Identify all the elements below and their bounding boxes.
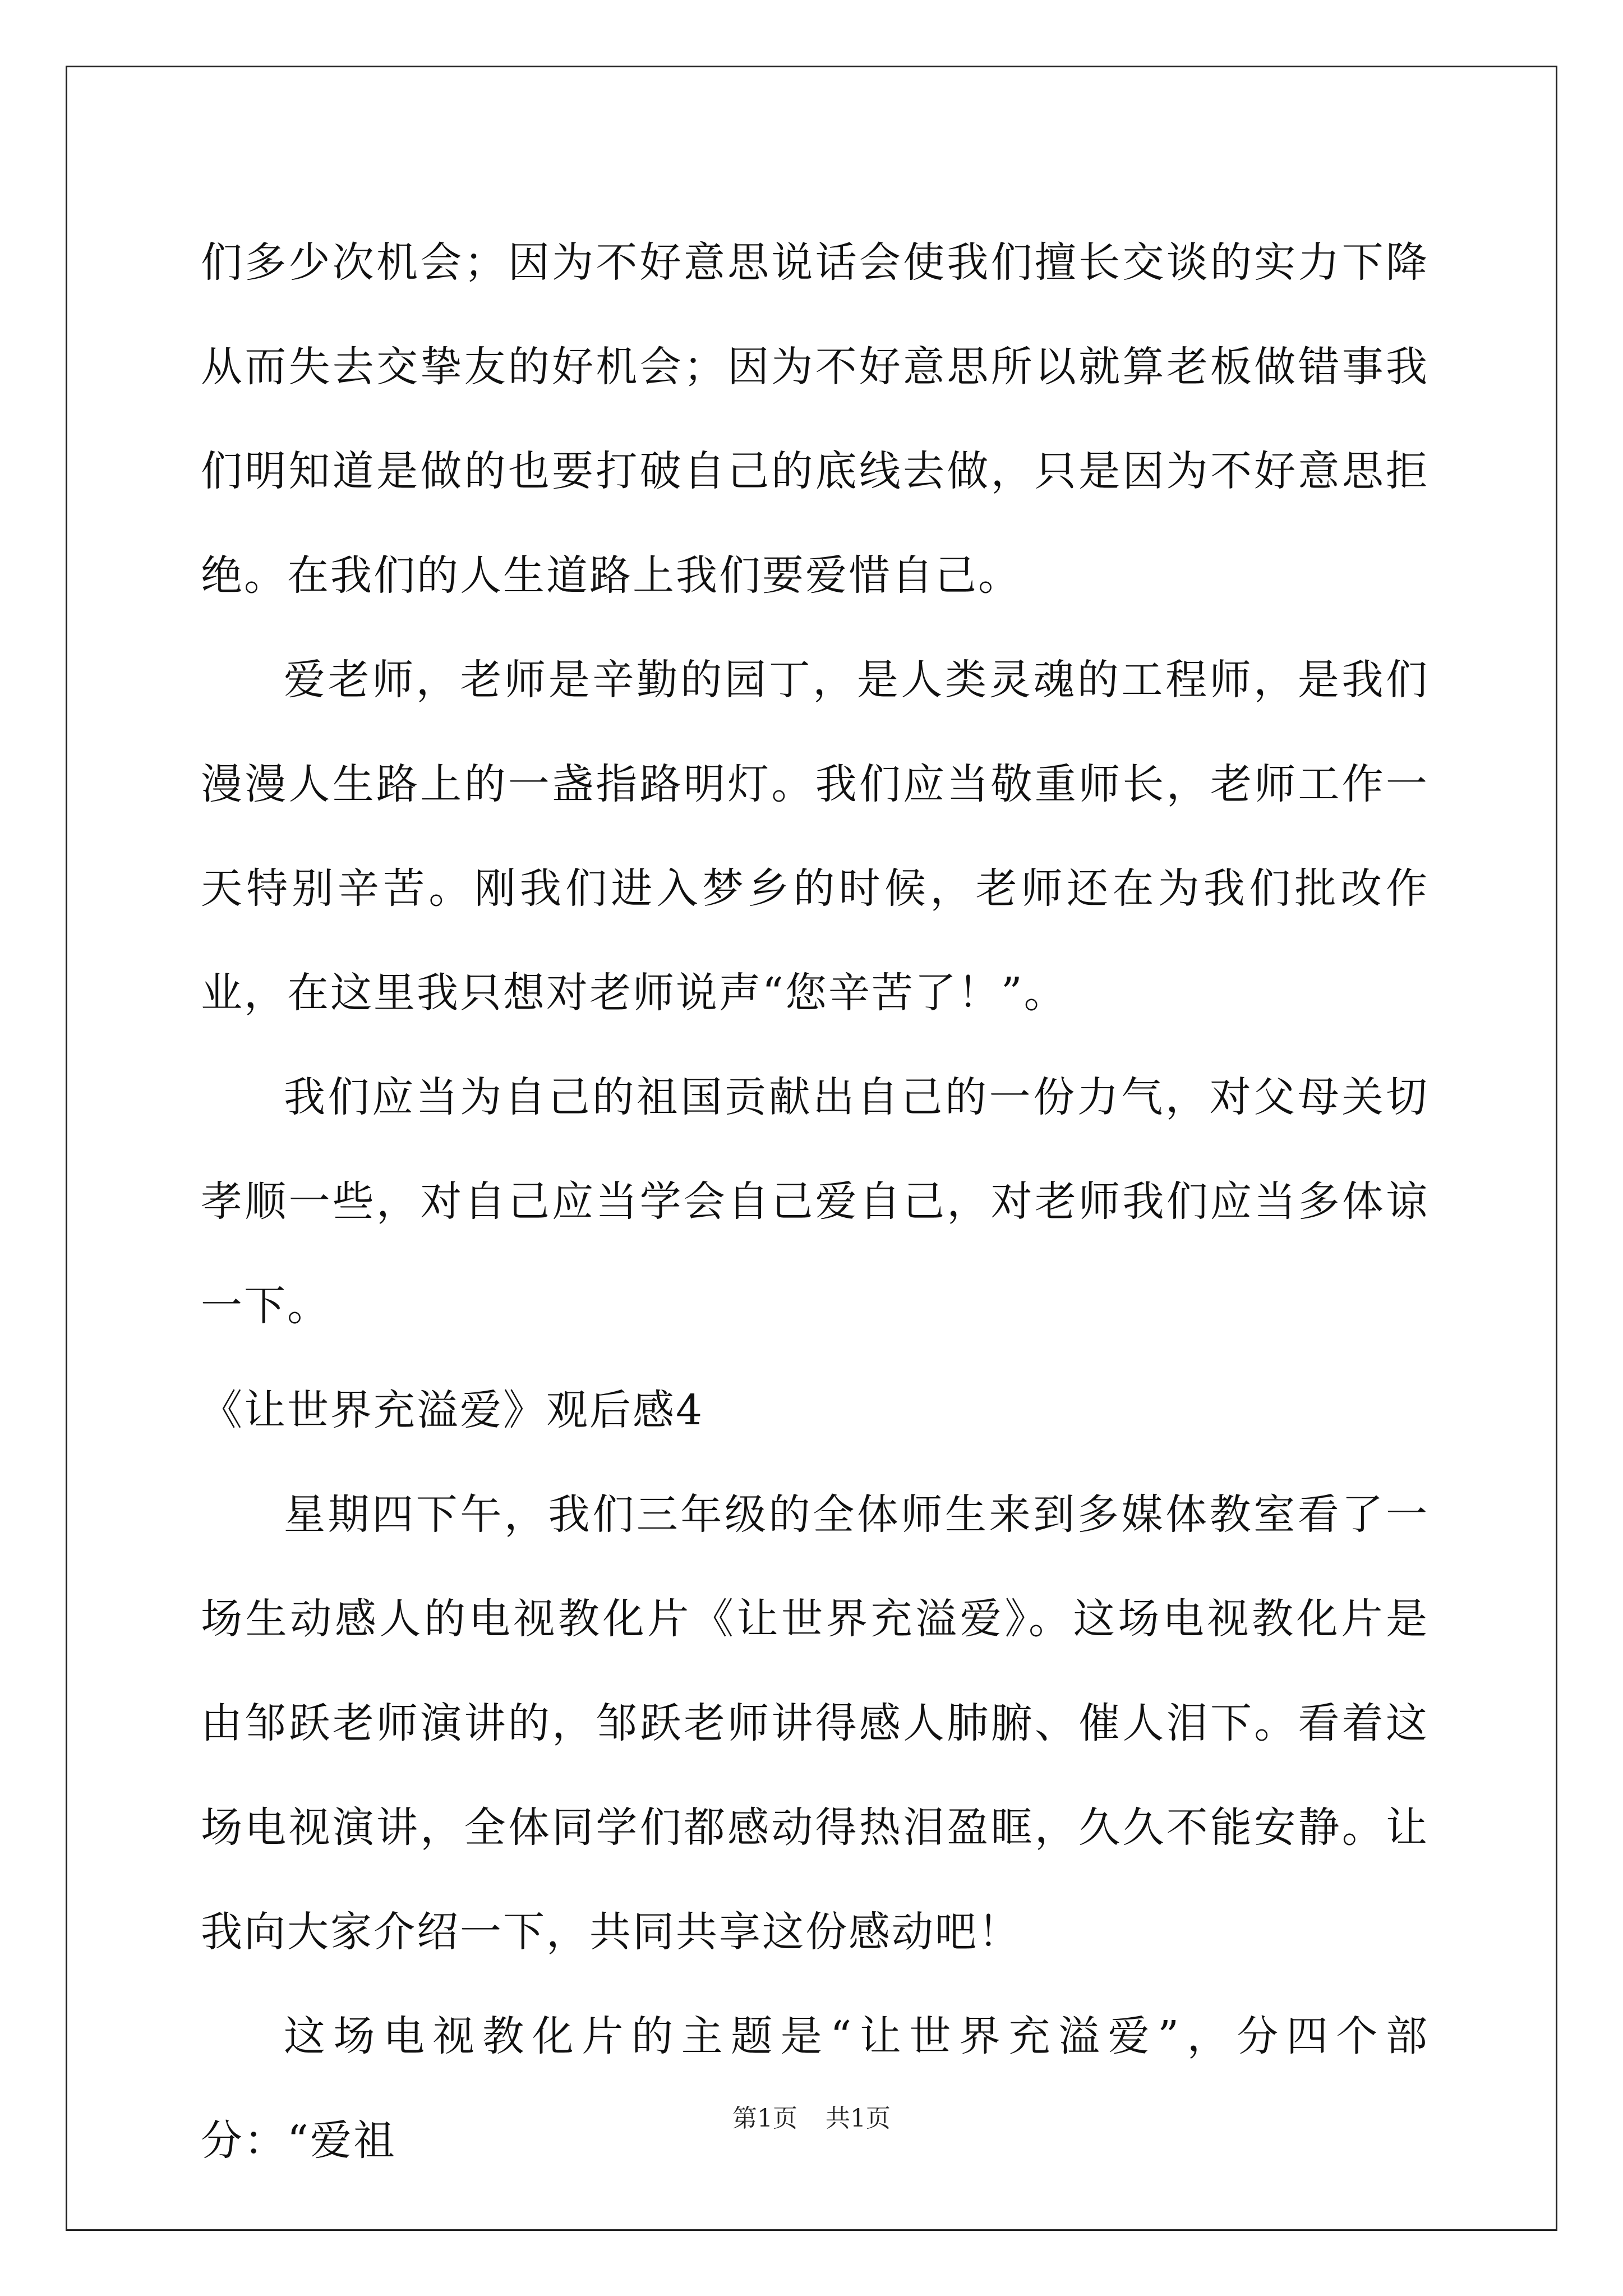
paragraph: 我们应当为自己的祖国贡献出自己的一份力气，对父母关切孝顺一些，对自己应当学会自己爱自己，对老师我们应当多体谅一下。 xyxy=(201,1073,1429,1330)
paragraph: 们多少次机会；因为不好意思说话会使我们擅长交谈的实力下降从而失去交挚友的好机会；因为不好意思所以就算老板做错事我们明知道是做的也要打破自己的底线去做，只是因为不好意思拒绝。在我们的人生道路上我们要爱惜自己。 xyxy=(201,238,1429,600)
paragraph: 星期四下午，我们三年级的全体师生来到多媒体教室看了一场生动感人的电视教化片《让世界充溢爱》。这场电视教化片是由邹跃老师演讲的，邹跃老师讲得感人肺腑、催人泪下。看着这场电视演讲，全体同学们都感动得热泪盈眶，久久不能安静。让我向大家介绍一下，共同共享这份感动吧！ xyxy=(201,1490,1429,1956)
page-total: 共1页 xyxy=(826,2104,891,2133)
paragraph: 这场电视教化片的主题是“让世界充溢爱”，分四个部分：“爱祖 xyxy=(201,2012,1429,2165)
document-body xyxy=(201,210,1429,2193)
page-number: 第1页 xyxy=(732,2104,797,2133)
paragraph: 爱老师，老师是辛勤的园丁，是人类灵魂的工程师，是我们漫漫人生路上的一盏指路明灯。我们应当敬重师长，老师工作一天特别辛苦。刚我们进入梦乡的时候，老师还在为我们批改作业，在这里我只想对老师说声“您辛苦了！”。 xyxy=(201,656,1429,1017)
section-heading: 《让世界充溢爱》观后感4 xyxy=(201,1386,704,1434)
page-footer xyxy=(0,2098,1623,2134)
